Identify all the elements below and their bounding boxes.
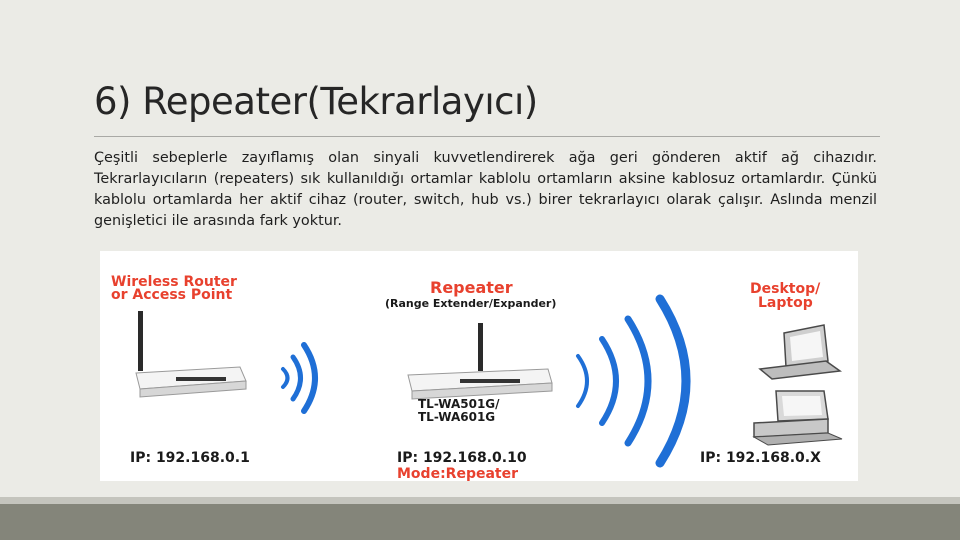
model-line-2: TL-WA601G: [418, 410, 496, 424]
router-label-line-1: Wireless Router: [111, 274, 237, 290]
desktop-icon: [754, 391, 842, 445]
slide-body-text: Çeşitli sebeplerle zayıflamış olan sinyali kuvvetlendirerek ağa geri gönderen aktif ağ cihazıdır. Tekrarlayıcıların (repeaters) sık kullanıldığı ortamlar kablolu ortamların aksine kablosuz ortamlardır. Çünkü kablolu ortamlarda her aktif cihaz (router, switch, hub vs.) birer tekrarlayıcı olarak çalışır. Aslında menzil genişletici ile arasında fark yoktur.: [94, 150, 877, 229]
repeater-subtitle: (Range Extender/Expander): [385, 297, 557, 310]
signal-waves-left-icon: [283, 345, 315, 411]
footer-bar: [0, 504, 960, 540]
ip-repeater: IP: 192.168.0.10: [397, 450, 527, 466]
desktop-label-line-1: Desktop/: [750, 281, 821, 297]
repeater-title: Repeater: [430, 278, 513, 297]
repeater-device-icon: [408, 323, 552, 399]
ip-client: IP: 192.168.0.X: [700, 450, 821, 466]
desktop-label-line-2: Laptop: [758, 295, 813, 311]
laptop-icon: [760, 325, 840, 379]
mode-label: Mode:Repeater: [397, 466, 518, 482]
router-label-line-2: or Access Point: [111, 287, 233, 303]
model-line-1: TL-WA501G/: [418, 397, 500, 411]
repeater-diagram: [100, 251, 858, 481]
slide-title: 6) Repeater(Tekrarlayıcı): [94, 80, 538, 123]
footer-band: [0, 497, 960, 504]
title-divider: [94, 136, 880, 137]
router-device-icon: [136, 311, 246, 397]
ip-router: IP: 192.168.0.1: [130, 450, 250, 466]
signal-waves-right-icon: [578, 299, 686, 463]
